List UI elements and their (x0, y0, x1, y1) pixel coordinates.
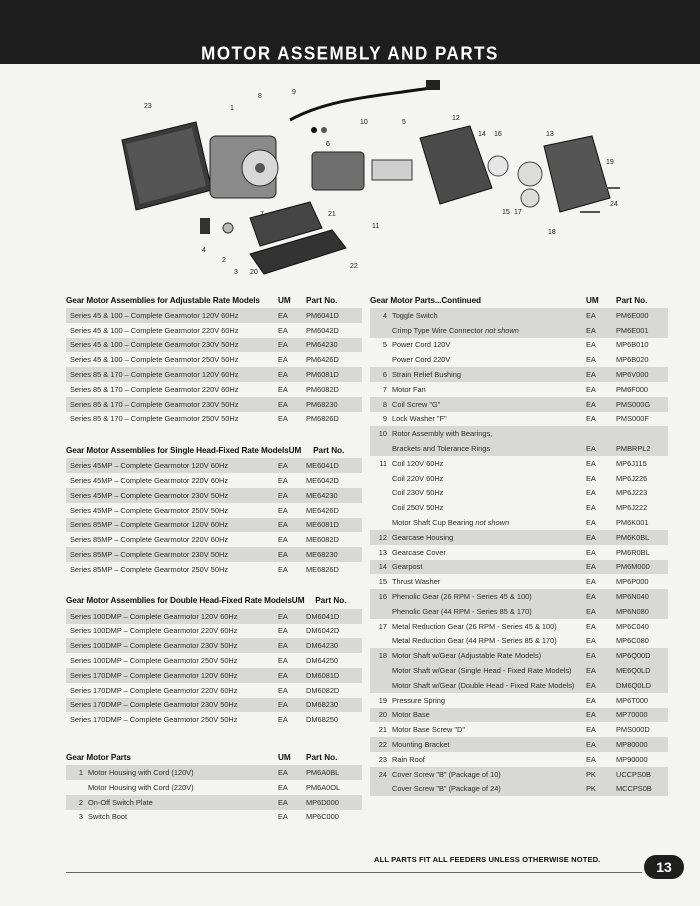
table-row: Cover Screw "B" (Package of 24) PK MCCPS0B (370, 782, 668, 797)
table-row: Series 85MP – Complete Gearmotor 250V 50Hz EA ME6826D (70, 564, 339, 574)
double-section-header (66, 593, 362, 609)
part-header: Part No. (306, 752, 338, 762)
table-row: 23 Rain Roof EA MP90000 (378, 754, 648, 764)
table-row: 7 Motor Fan EA PM6F000 (382, 384, 649, 394)
um-header: UM (291, 596, 305, 606)
table-row: Series 100DMP – Complete Gearmotor 120V 60Hz EA DM6041D (66, 609, 362, 624)
callout-label: 16 (494, 131, 502, 138)
table-row: 1 Motor Housing with Cord (120V) EA PM6A0BL (66, 765, 362, 780)
footer-divider (66, 872, 642, 873)
callout-label: 10 (360, 119, 368, 126)
table-row: 6 Strain Relief Bushing EA MP6V000 (370, 367, 668, 382)
table-row: 10 Rotor Assembly with Bearings, (370, 426, 668, 441)
adjustable-section-header (66, 292, 362, 308)
continued-table (370, 308, 668, 796)
callout-label: 12 (452, 115, 460, 122)
continued-section-header (370, 292, 668, 308)
table-row: 12 Gearcase Housing EA PM6K0BL (370, 530, 668, 545)
callout-label: 17 (514, 209, 522, 216)
callout-label: 2 (222, 257, 226, 264)
table-row: Motor Shaft Cup Bearing not shown EA PM6K001 (392, 518, 649, 528)
table-row: Series 45MP – Complete Gearmotor 220V 60Hz EA ME6042D (70, 476, 339, 486)
part-header: Part No. (313, 445, 345, 455)
adjustable-table (66, 308, 362, 426)
table-row: 5 Power Cord 120V EA MP6B010 (382, 340, 649, 350)
single-table (66, 458, 362, 576)
section-title: Gear Motor Parts (66, 752, 131, 762)
table-row: Coil 230V 50Hz EA MP6J223 (392, 488, 648, 498)
gearcase-cover-shape (544, 136, 610, 212)
callout-label: 8 (258, 93, 262, 100)
table-row: Series 85 & 170 – Complete Gearmotor 220V 60Hz EA PM6082D (70, 384, 339, 394)
table-row: Series 85 & 170 – Complete Gearmotor 120V 60Hz EA PM6081D (66, 367, 362, 382)
table-row: Coil 220V 60Hz EA MP6J226 (392, 473, 648, 483)
double-table (66, 609, 362, 727)
callout-label: 11 (372, 223, 380, 230)
section-title: Gear Motor Parts...Continued (370, 295, 481, 305)
table-row: 20 Motor Base EA MP70000 (370, 708, 668, 723)
coil-shape (312, 152, 364, 190)
table-row: 13 Gearcase Cover EA PM6R0BL (378, 547, 650, 557)
callout-label: 5 (402, 119, 406, 126)
table-row: 4 Toggle Switch EA PM6E000 (370, 308, 668, 323)
table-row: Crimp Type Wire Connector not shown EA PM6E001 (370, 323, 668, 338)
single-section-header (66, 442, 362, 458)
section-title: Gear Motor Assemblies for Double Head-Fixed Rate Models (66, 596, 292, 606)
callout-label: 19 (606, 159, 614, 166)
table-row: Series 170DMP – Complete Gearmotor 220V 60Hz EA DM6082D (70, 685, 340, 695)
section-title: Gear Motor Assemblies for Single Head-Fixed Rate Models (66, 445, 289, 455)
reduction-gear-shape (518, 162, 542, 186)
callout-label: 22 (350, 263, 358, 270)
table-row: Series 45 & 100 – Complete Gearmotor 220V 60Hz EA PM6042D (70, 325, 339, 335)
phenolic-gear-shape (488, 156, 508, 176)
table-row: Series 170DMP – Complete Gearmotor 230V 50Hz EA DM68230 (66, 698, 362, 713)
callout-label: 18 (548, 229, 556, 236)
part-header: Part No. (306, 295, 338, 305)
footer-note: ALL PARTS FIT ALL FEEDERS UNLESS OTHERWISE NOTED. (374, 855, 601, 864)
callout-label: 21 (328, 211, 336, 218)
motor-parts-table (66, 765, 362, 824)
page-title: MOTOR ASSEMBLY AND PARTS (201, 43, 499, 64)
table-row: Series 85MP – Complete Gearmotor 220V 60Hz EA ME6082D (70, 535, 339, 545)
left-column (66, 292, 362, 824)
table-row: Motor Shaft w/Gear (Double Head - Fixed Rate Models) EA DM6Q0LD (370, 678, 668, 693)
um-header: UM (278, 752, 291, 762)
um-header: UM (586, 295, 599, 305)
um-header: UM (288, 445, 302, 455)
callout-label: 1 (230, 105, 234, 112)
table-row: Series 170DMP – Complete Gearmotor 250V 50Hz EA DM68250 (70, 715, 339, 725)
switch-boot-shape (223, 223, 233, 233)
callout-label: 15 (502, 209, 510, 216)
table-row: Series 45 & 100 – Complete Gearmotor 250V 50Hz EA PM6426D (70, 355, 339, 365)
motor-parts-section-header (66, 749, 362, 765)
table-row: 2 On-Off Switch Plate EA MP6D000 (66, 795, 362, 810)
section-title: Gear Motor Assemblies for Adjustable Rate Models (66, 295, 260, 305)
callout-label: 4 (202, 247, 206, 254)
table-row: 8 Coil Screw "G" EA PMS000G (370, 397, 668, 412)
table-row: 11 Coil 120V 60Hz EA MP6J115 (379, 458, 647, 468)
table-row: Coil 250V 50Hz EA MP6J222 (392, 503, 648, 513)
rotor-shape (372, 160, 412, 180)
table-row: 14 Gearpost EA PM6M000 (370, 560, 668, 575)
table-row: Series 45MP – Complete Gearmotor 250V 50Hz EA ME6426D (70, 505, 339, 515)
part-header: Part No. (315, 596, 347, 606)
table-row: Series 45 & 100 – Complete Gearmotor 120V 60Hz EA PM6041D (66, 308, 362, 323)
callout-label: 7 (260, 211, 264, 218)
table-row: Series 85MP – Complete Gearmotor 230V 50Hz EA ME68230 (66, 547, 362, 562)
table-row: Power Cord 220V EA MP6B020 (392, 355, 649, 365)
callout-label: 24 (610, 201, 618, 208)
callout-label: 20 (250, 269, 258, 276)
table-row: 22 Mounting Bracket EA MP80000 (370, 737, 668, 752)
callout-label: 6 (326, 141, 330, 148)
table-row: Series 45 & 100 – Complete Gearmotor 230V 50Hz EA PM64230 (66, 338, 362, 353)
table-row: Series 85 & 170 – Complete Gearmotor 230V 50Hz EA PM68230 (66, 397, 362, 412)
table-row: Series 100DMP – Complete Gearmotor 230V 50Hz EA DM64230 (66, 638, 362, 653)
table-row: 21 Motor Base Screw "D" EA PMS000D (378, 725, 650, 735)
table-row: 9 Lock Washer "F" EA PMS000F (382, 414, 649, 424)
table-row: 3 Switch Boot EA MP6C000 (78, 812, 339, 822)
table-row: Phenolic Gear (44 RPM - Series 85 & 170) EA MP6N080 (370, 604, 668, 619)
callout-label: 3 (234, 269, 238, 276)
power-cord-shape (290, 88, 430, 120)
table-row: 16 Phenolic Gear (26 RPM - Series 45 & 100) EA MP6N040 (370, 589, 668, 604)
table-row: Series 100DMP – Complete Gearmotor 250V 50Hz EA DM64250 (70, 656, 339, 666)
table-row: Series 170DMP – Complete Gearmotor 120V 60Hz EA DM6081D (66, 668, 362, 683)
callout-label: 14 (478, 131, 486, 138)
table-row: Brackets and Tolerance Rings EA PMBRPL2 (370, 441, 668, 456)
table-row: Series 85MP – Complete Gearmotor 120V 60Hz EA ME6081D (66, 518, 362, 533)
callout-label: 13 (546, 131, 554, 138)
table-row: 24 Cover Screw "B" (Package of 10) PK UCCPS0B (370, 767, 668, 782)
right-column (370, 292, 668, 796)
table-row: Motor Shaft w/Gear (Single Head - Fixed Rate Models) EA ME6Q0LD (370, 663, 668, 678)
toggle-switch-shape (200, 218, 210, 234)
table-row: Metal Reduction Gear (44 RPM - Series 85 & 170) EA MP6C080 (392, 636, 649, 646)
table-row: Series 100DMP – Complete Gearmotor 220V 60Hz EA DM6042D (70, 626, 340, 636)
table-row: 17 Metal Reduction Gear (26 RPM - Series 45 & 100) EA MP6C040 (378, 621, 649, 631)
table-row: Motor Housing with Cord (220V) EA PM6A0OL (88, 782, 341, 792)
exploded-parts-diagram (100, 78, 660, 278)
table-row: Series 45MP – Complete Gearmotor 120V 60Hz EA ME6041D (66, 458, 362, 473)
plug-shape (426, 80, 440, 90)
table-row: 19 Pressure Spring EA MP6T000 (378, 695, 649, 705)
table-row: Series 85 & 170 – Complete Gearmotor 250V 50Hz EA PM6826D (70, 414, 339, 424)
table-row: 18 Motor Shaft w/Gear (Adjustable Rate Models) EA MP6Q00D (370, 648, 668, 663)
callout-label: 23 (144, 103, 152, 110)
um-header: UM (278, 295, 291, 305)
page-number-badge: 13 (644, 855, 684, 879)
part-header: Part No. (616, 295, 648, 305)
table-row: Series 45MP – Complete Gearmotor 230V 50Hz EA ME64230 (66, 488, 362, 503)
callout-label: 9 (292, 89, 296, 96)
table-row: 15 Thrust Washer EA MP6P000 (378, 577, 649, 587)
